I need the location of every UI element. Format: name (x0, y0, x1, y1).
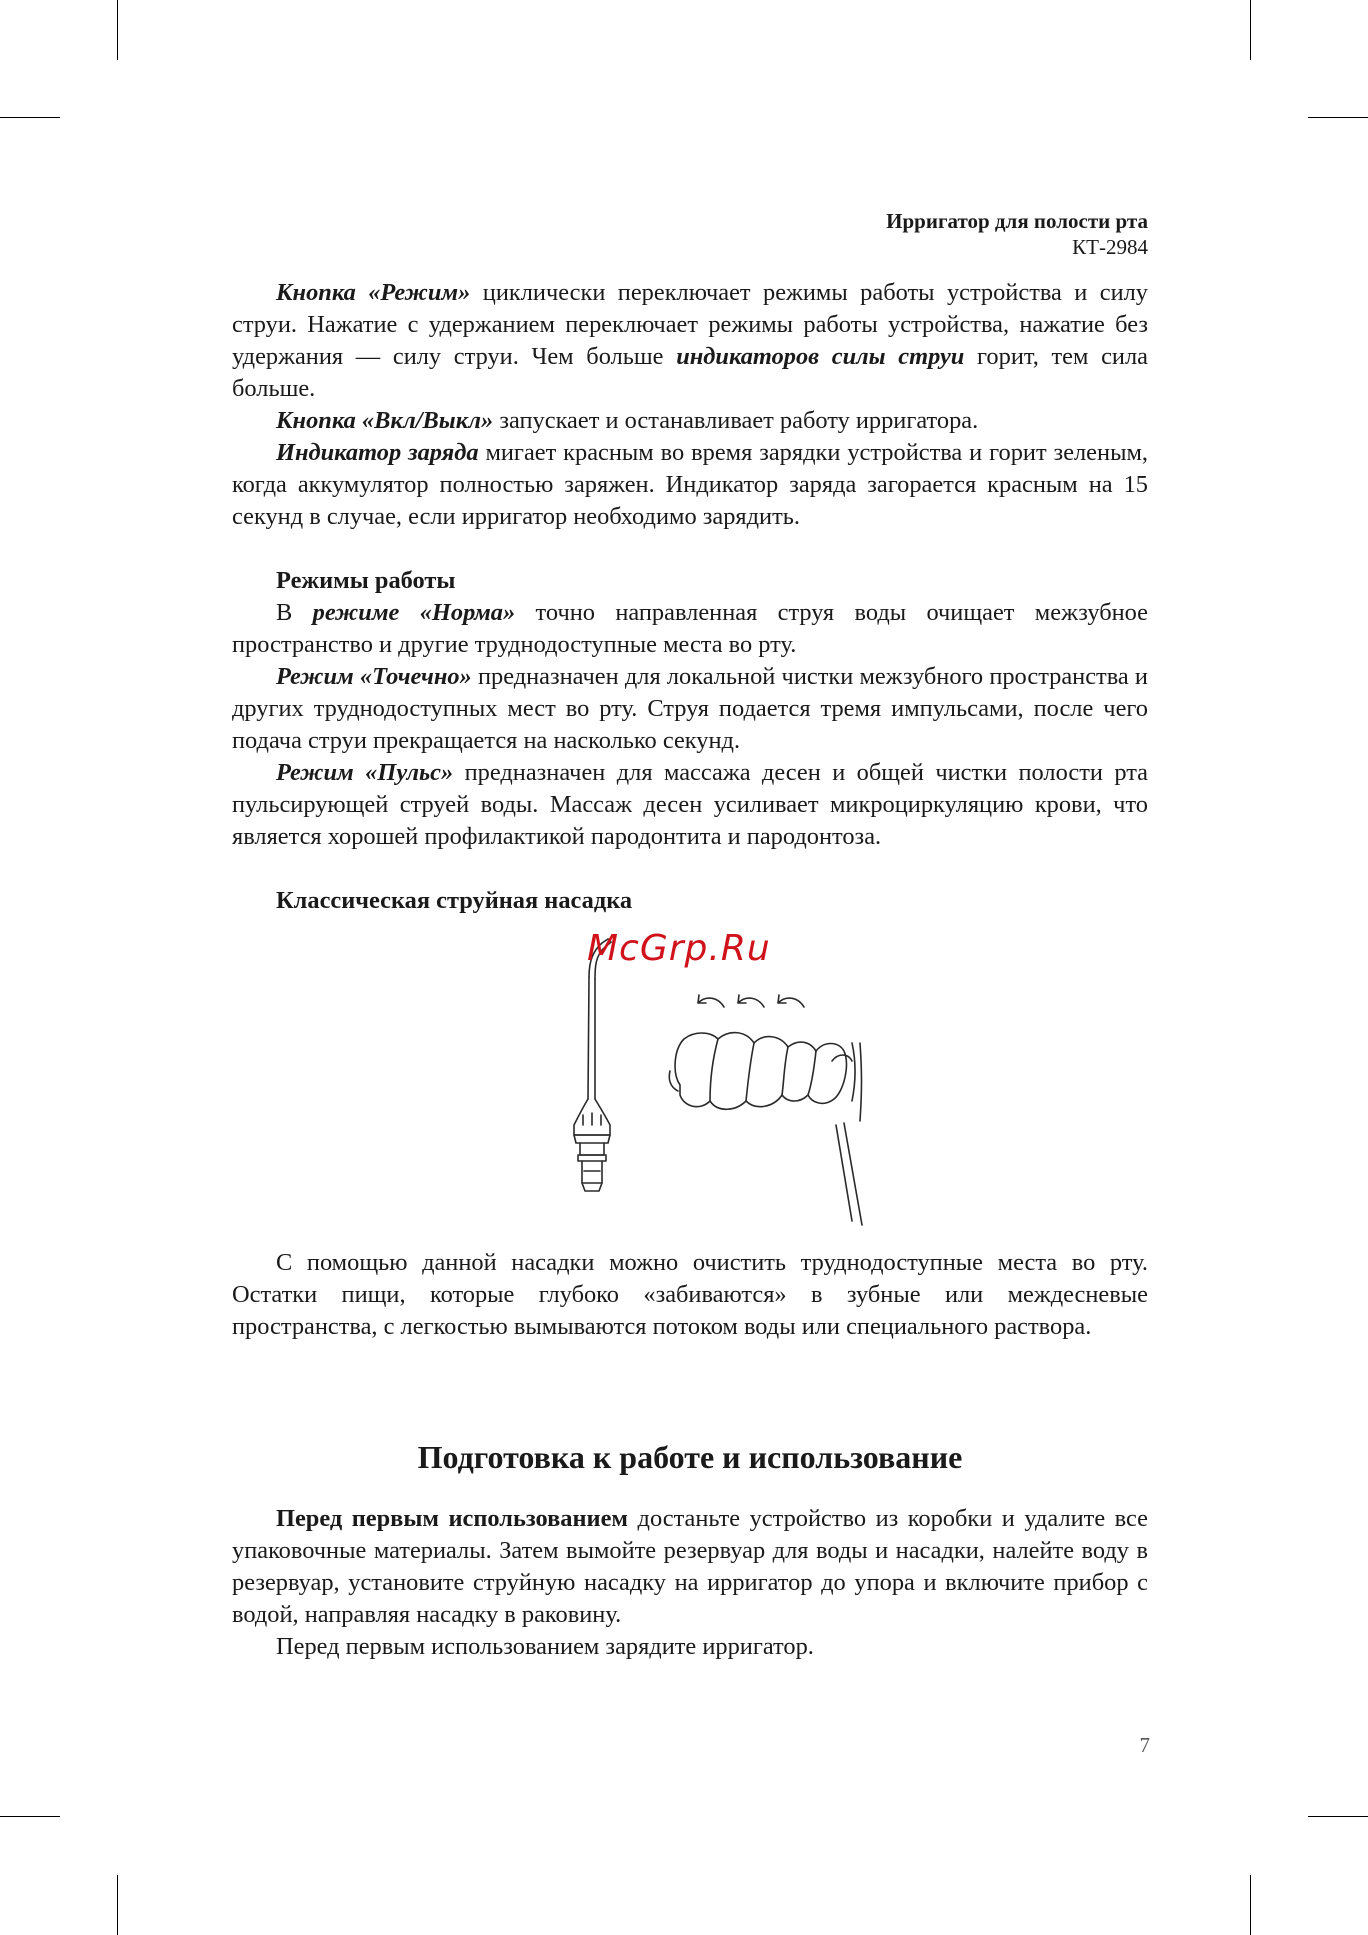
motion-arrow-icon (778, 995, 804, 1007)
norm-mode-term: режиме «Норма» (312, 599, 516, 626)
norm-mode-prefix: В (276, 599, 313, 626)
norm-mode-text: точно направленная струя воды очищает межзубное пространство и другие труднодоступные места во рту. (232, 599, 1148, 658)
pulse-mode-term: Режим «Пульс» (276, 759, 454, 786)
nozzle-shaft-icon (588, 977, 595, 1099)
crop-mark (1308, 1816, 1368, 1817)
spot-mode-term: Режим «Точечно» (276, 663, 472, 690)
pulse-mode-text: предназначен для массажа десен и общей чистки полости рта пульсирующей струей воды. Массаж десен усиливает микроциркуляцию крови, что является хорошей профилактикой пародонтита и пародонтоза. (232, 759, 1148, 850)
nozzle-heading: Классическая струйная насадка (276, 887, 633, 914)
crop-mark (0, 117, 60, 118)
mode-button-term: Кнопка «Режим» (276, 279, 471, 306)
running-header (886, 208, 1148, 260)
first-use-text: достаньте устройство из коробки и удалите все упаковочные материалы. Затем вымойте резервуар для воды и насадки, налейте воду в резервуар, установите струйную насадку на ирригатор до упора и включите прибор с водой, направляя насадку в раковину. (232, 1505, 1148, 1628)
header-model: КТ-2984 (1072, 235, 1148, 259)
crop-mark (0, 1816, 60, 1817)
strength-indicators-term: индикаторов силы струи (676, 343, 965, 370)
power-button-term: Кнопка «Вкл/Выкл» (276, 407, 494, 434)
nozzle-illustration (232, 928, 1148, 1247)
charge-note: Перед первым использованием зарядите ирригатор. (276, 1633, 814, 1660)
crop-mark (117, 0, 118, 60)
charge-indicator-term: Индикатор заряда (276, 439, 479, 466)
power-button-paragraph (232, 405, 1148, 437)
modes-heading: Режимы работы (276, 567, 456, 594)
mode-button-text: циклически переключает режимы работы устройства и силу струи. Нажатие с удержанием переключает режимы работы устройства, нажатие без удержания — силу струи. Чем больше (232, 279, 1149, 370)
charge-indicator-text: мигает красным во время зарядки устройства и горит зеленым, когда аккумулятор полностью заряжен. Индикатор заряда загорается красным на 15 секунд в случае, если ирригатор необходимо зарядить. (232, 439, 1148, 530)
mode-button-text-end: горит, тем сила больше. (232, 343, 1148, 402)
crop-mark (1308, 117, 1368, 118)
spot-mode-text: предназначен для локальной чистки межзубного пространства и других труднодоступных мест во рту. Струя подается тремя импульсами, после чего подача струи прекращается на насколько секунд. (232, 663, 1148, 754)
spot-mode-paragraph (232, 661, 1148, 757)
first-use-term: Перед первым использованием (276, 1505, 629, 1532)
first-use-paragraph (232, 1503, 1148, 1631)
page-content (232, 277, 1148, 1663)
crop-mark (117, 1875, 118, 1935)
power-button-text: запускает и останавливает работу ирригатора. (493, 407, 979, 434)
crop-mark (1250, 0, 1251, 60)
mode-button-paragraph (232, 277, 1148, 405)
pulse-mode-paragraph (232, 757, 1148, 853)
norm-mode-paragraph (232, 597, 1148, 661)
nozzle-description: С помощью данной насадки можно очистить труднодоступные места во рту. Остатки пищи, которые глубоко «забиваются» в зубные или междесневые пространства, с легкостью вымываются потоком воды или специального раствора. (232, 1249, 1148, 1340)
charge-indicator-paragraph (232, 437, 1148, 533)
crop-mark (1250, 1875, 1251, 1935)
watermark: McGrp.Ru (587, 928, 771, 969)
motion-arrow-icon (738, 995, 764, 1007)
teeth-icon (675, 1033, 846, 1110)
header-title: Ирригатор для полости рта (886, 209, 1148, 233)
nozzle-and-teeth-drawing (232, 928, 1148, 1247)
motion-arrow-icon (698, 995, 724, 1007)
section-title: Подготовка к работе и использование (417, 1439, 963, 1475)
irrigator-handle-icon (836, 1123, 862, 1225)
page-number: 7 (1139, 1733, 1150, 1757)
